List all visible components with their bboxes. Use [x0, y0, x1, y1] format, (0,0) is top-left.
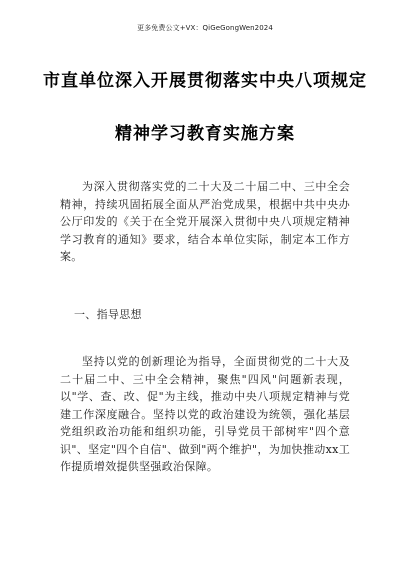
section-heading-guiding-ideology: 一、指导思想 [74, 308, 142, 321]
section-paragraph: 坚持以党的创新理论为指导，全面贯彻党的二十大及二十届二中、三中全会精神，聚焦"四风"问题新表现，以"学、查、改、促"为主线，推动中央八项规定精神与党建工作深度融合。坚持以党的政治建设为统领，强化基层党组织政治功能和组织功能，引导党员干部树牢"四个意识"、坚定"四个自信"、做到"两个维护"，为加快推动xx工作提质增效提供坚强政治保障。 [60, 355, 350, 473]
intro-paragraph: 为深入贯彻落实党的二十大及二十届二中、三中全会精神，持续巩固拓展全面从严治党成果，根据中共中央办公厅印发的《关于在全党开展深入贯彻中央八项规定精神学习教育的通知》要求，结合本单位实际，制定本工作方案。 [60, 180, 350, 263]
document-title-line-2: 精神学习教育实施方案 [115, 124, 295, 144]
header-note: 更多免费公文+VX：QiGeGongWen2024 [137, 24, 273, 32]
document-title-line-1: 市直单位深入开展贯彻落实中央八项规定 [43, 71, 367, 91]
